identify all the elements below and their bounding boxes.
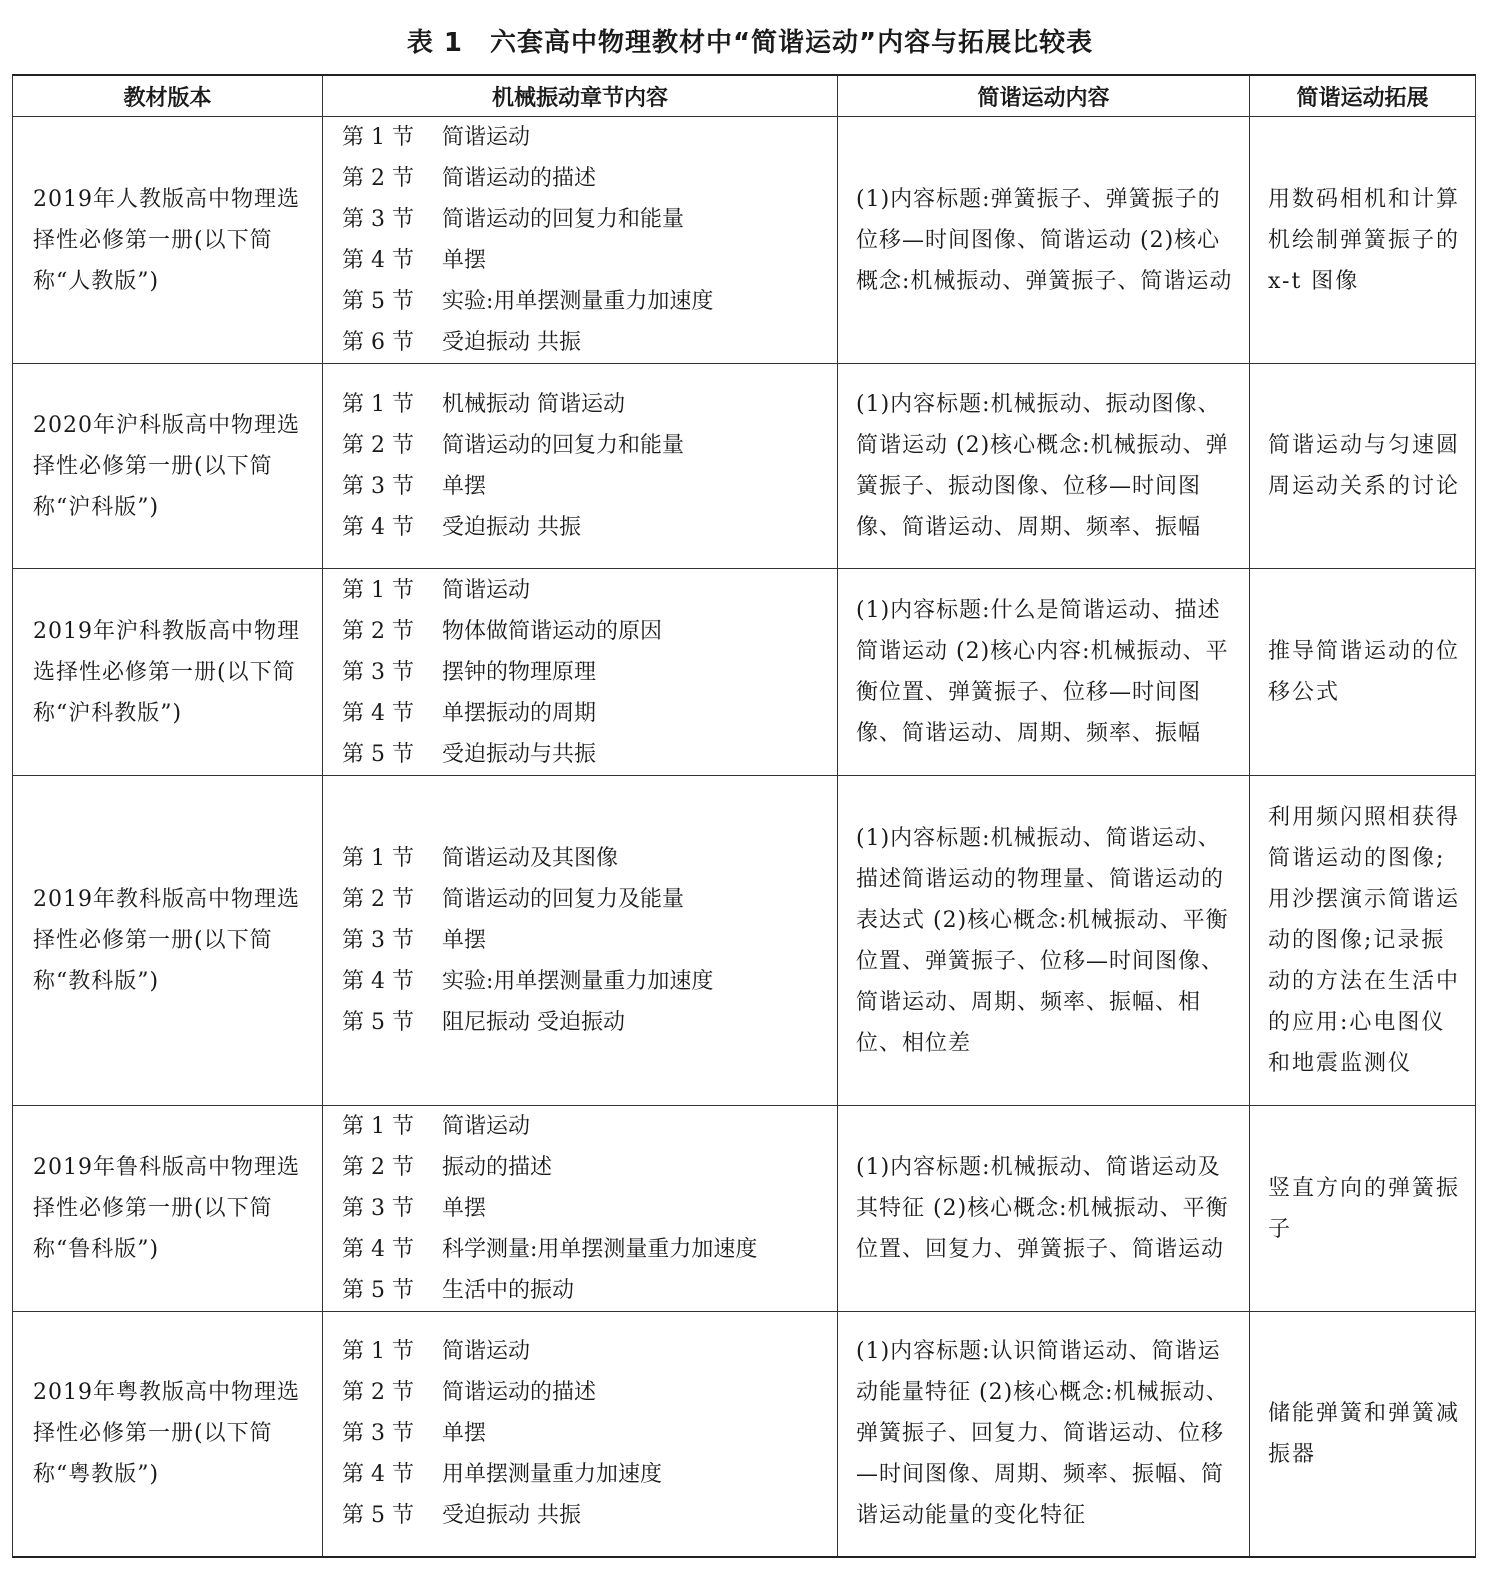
edition-cell: 2020年沪科版高中物理选择性必修第一册(以下简称“沪科版”) [13, 364, 323, 569]
section-item [342, 507, 829, 548]
section-label: 第 2 节 [342, 887, 414, 912]
section-title: 简谐运动的描述 [442, 166, 597, 191]
section-item [342, 199, 829, 240]
section-item [342, 117, 829, 158]
section-label: 第 5 节 [342, 1278, 414, 1303]
section-label: 第 4 节 [342, 1462, 414, 1488]
edition-cell: 2019年沪科教版高中物理选择性必修第一册(以下简称“沪科教版”) [13, 569, 323, 776]
section-item [342, 570, 829, 611]
header-row [13, 75, 1476, 117]
section-item [342, 425, 829, 466]
content-cell: (1)内容标题:认识简谐运动、简谐运动能量特征 (2)核心概念:机械振动、弹簧振子、回复力、简谐运动、位移—时间图像、周期、频率、振幅、简谐运动能量的变化特征 [838, 1312, 1250, 1557]
table-row [13, 776, 1476, 1106]
section-title: 阻尼振动 受迫振动 [442, 1010, 625, 1035]
extension-cell: 利用频闪照相获得简谐运动的图像;用沙摆演示简谐运动的图像;记录振动的方法在生活中的应用:心电图仪和地震监测仪 [1250, 776, 1476, 1106]
section-label: 第 4 节 [342, 700, 414, 726]
section-title: 简谐运动的描述 [442, 1380, 597, 1406]
edition-cell: 2019年鲁科版高中物理选择性必修第一册(以下简称“鲁科版”) [13, 1106, 323, 1312]
extension-cell: 简谐运动与匀速圆周运动关系的讨论 [1250, 364, 1476, 569]
section-label: 第 1 节 [342, 1114, 414, 1139]
chapters-cell [323, 1312, 838, 1557]
section-title: 单摆 [442, 1421, 487, 1447]
section-label: 第 3 节 [342, 207, 414, 232]
section-label: 第 2 节 [342, 166, 414, 191]
section-title: 单摆 [442, 1196, 487, 1221]
section-item [342, 281, 829, 322]
section-label: 第 2 节 [342, 1380, 414, 1406]
section-item [342, 466, 829, 507]
table-row [13, 364, 1476, 569]
section-label: 第 3 节 [342, 1421, 414, 1447]
section-label: 第 4 节 [342, 1237, 414, 1262]
section-label: 第 2 节 [342, 433, 414, 458]
section-label: 第 4 节 [342, 515, 414, 540]
extension-cell: 储能弹簧和弹簧减振器 [1250, 1312, 1476, 1557]
section-item [342, 1413, 829, 1454]
table-row [13, 1312, 1476, 1557]
header-content: 简谐运动内容 [838, 75, 1250, 117]
section-item [342, 1106, 829, 1147]
extension-cell: 推导简谐运动的位移公式 [1250, 569, 1476, 776]
section-title: 受迫振动 共振 [442, 1503, 581, 1529]
comparison-table [12, 74, 1476, 1558]
table-title: 表 1 六套高中物理教材中“简谐运动”内容与拓展比较表 [406, 28, 1094, 58]
section-item [342, 1188, 829, 1229]
section-label: 第 2 节 [342, 618, 414, 644]
section-title: 简谐运动 [442, 125, 531, 150]
section-item [342, 1331, 829, 1372]
section-label: 第 4 节 [342, 969, 414, 994]
section-title: 简谐运动 [442, 1114, 531, 1139]
table-row [13, 117, 1476, 364]
section-title: 单摆 [442, 474, 487, 499]
section-label: 第 3 节 [342, 659, 414, 685]
header-chapters: 机械振动章节内容 [323, 75, 838, 117]
section-title: 简谐运动及其图像 [442, 846, 619, 871]
section-label: 第 1 节 [342, 1339, 414, 1365]
section-item [342, 322, 829, 363]
edition-cell: 2019年粤教版高中物理选择性必修第一册(以下简称“粤教版”) [13, 1312, 323, 1557]
section-label: 第 5 节 [342, 741, 414, 767]
section-title: 简谐运动 [442, 577, 531, 603]
header-edition: 教材版本 [13, 75, 323, 117]
section-title: 简谐运动的回复力和能量 [442, 433, 685, 458]
table-row [13, 1106, 1476, 1312]
section-title: 实验:用单摆测量重力加速度 [442, 969, 714, 994]
section-item [342, 652, 829, 693]
section-title: 单摆 [442, 928, 487, 953]
extension-cell: 竖直方向的弹簧振子 [1250, 1106, 1476, 1312]
content-cell: (1)内容标题:机械振动、简谐运动及其特征 (2)核心概念:机械振动、平衡位置、回复力、弹簧振子、简谐运动 [838, 1106, 1250, 1312]
section-title: 实验:用单摆测量重力加速度 [442, 289, 714, 314]
section-item [342, 1495, 829, 1536]
section-item [342, 1147, 829, 1188]
section-item [342, 1229, 829, 1270]
section-title: 单摆 [442, 248, 487, 273]
section-label: 第 5 节 [342, 1503, 414, 1529]
section-label: 第 3 节 [342, 474, 414, 499]
section-label: 第 1 节 [342, 846, 414, 871]
section-label: 第 4 节 [342, 248, 414, 273]
section-title: 受迫振动 共振 [442, 330, 581, 355]
section-title: 科学测量:用单摆测量重力加速度 [442, 1237, 758, 1262]
section-item [342, 158, 829, 199]
section-title: 受迫振动与共振 [442, 741, 597, 767]
section-item [342, 1372, 829, 1413]
section-title: 振动的描述 [442, 1155, 553, 1180]
section-title: 简谐运动 [442, 1339, 531, 1365]
content-cell: (1)内容标题:弹簧振子、弹簧振子的位移—时间图像、简谐运动 (2)核心概念:机械振动、弹簧振子、简谐运动 [838, 117, 1250, 364]
section-item [342, 384, 829, 425]
section-label: 第 3 节 [342, 1196, 414, 1221]
section-item [342, 611, 829, 652]
section-item [342, 879, 829, 920]
section-title: 摆钟的物理原理 [442, 659, 597, 685]
section-item [342, 1454, 829, 1495]
section-item [342, 734, 829, 775]
section-label: 第 2 节 [342, 1155, 414, 1180]
chapters-cell [323, 364, 838, 569]
section-item [342, 961, 829, 1002]
table-row [13, 569, 1476, 776]
section-item [342, 838, 829, 879]
section-label: 第 5 节 [342, 289, 414, 314]
extension-cell: 用数码相机和计算机绘制弹簧振子的 x-t 图像 [1250, 117, 1476, 364]
section-label: 第 6 节 [342, 330, 414, 355]
section-title: 单摆振动的周期 [442, 700, 597, 726]
chapters-cell [323, 569, 838, 776]
section-label: 第 1 节 [342, 392, 414, 417]
section-label: 第 1 节 [342, 577, 414, 603]
section-label: 第 5 节 [342, 1010, 414, 1035]
section-label: 第 1 节 [342, 125, 414, 150]
section-item [342, 920, 829, 961]
section-title: 简谐运动的回复力和能量 [442, 207, 685, 232]
chapters-cell [323, 776, 838, 1106]
section-title: 用单摆测量重力加速度 [442, 1462, 663, 1488]
edition-cell: 2019年人教版高中物理选择性必修第一册(以下简称“人教版”) [13, 117, 323, 364]
section-title: 生活中的振动 [442, 1278, 575, 1303]
section-item [342, 240, 829, 281]
header-extension: 简谐运动拓展 [1250, 75, 1476, 117]
section-title: 简谐运动的回复力及能量 [442, 887, 685, 912]
section-title: 物体做简谐运动的原因 [442, 618, 663, 644]
content-cell: (1)内容标题:什么是简谐运动、描述简谐运动 (2)核心内容:机械振动、平衡位置、弹簧振子、位移—时间图像、简谐运动、周期、频率、振幅 [838, 569, 1250, 776]
edition-cell: 2019年教科版高中物理选择性必修第一册(以下简称“教科版”) [13, 776, 323, 1106]
section-item [342, 693, 829, 734]
chapters-cell [323, 1106, 838, 1312]
section-title: 受迫振动 共振 [442, 515, 581, 540]
chapters-cell [323, 117, 838, 364]
content-cell: (1)内容标题:机械振动、振动图像、简谐运动 (2)核心概念:机械振动、弹簧振子、振动图像、位移—时间图像、简谐运动、周期、频率、振幅 [838, 364, 1250, 569]
section-item [342, 1002, 829, 1043]
section-title: 机械振动 简谐运动 [442, 392, 625, 417]
section-label: 第 3 节 [342, 928, 414, 953]
section-item [342, 1270, 829, 1311]
content-cell: (1)内容标题:机械振动、简谐运动、描述简谐运动的物理量、简谐运动的表达式 (2)核心概念:机械振动、平衡位置、弹簧振子、位移—时间图像、简谐运动、周期、频率、振幅、相位、相位差 [838, 776, 1250, 1106]
